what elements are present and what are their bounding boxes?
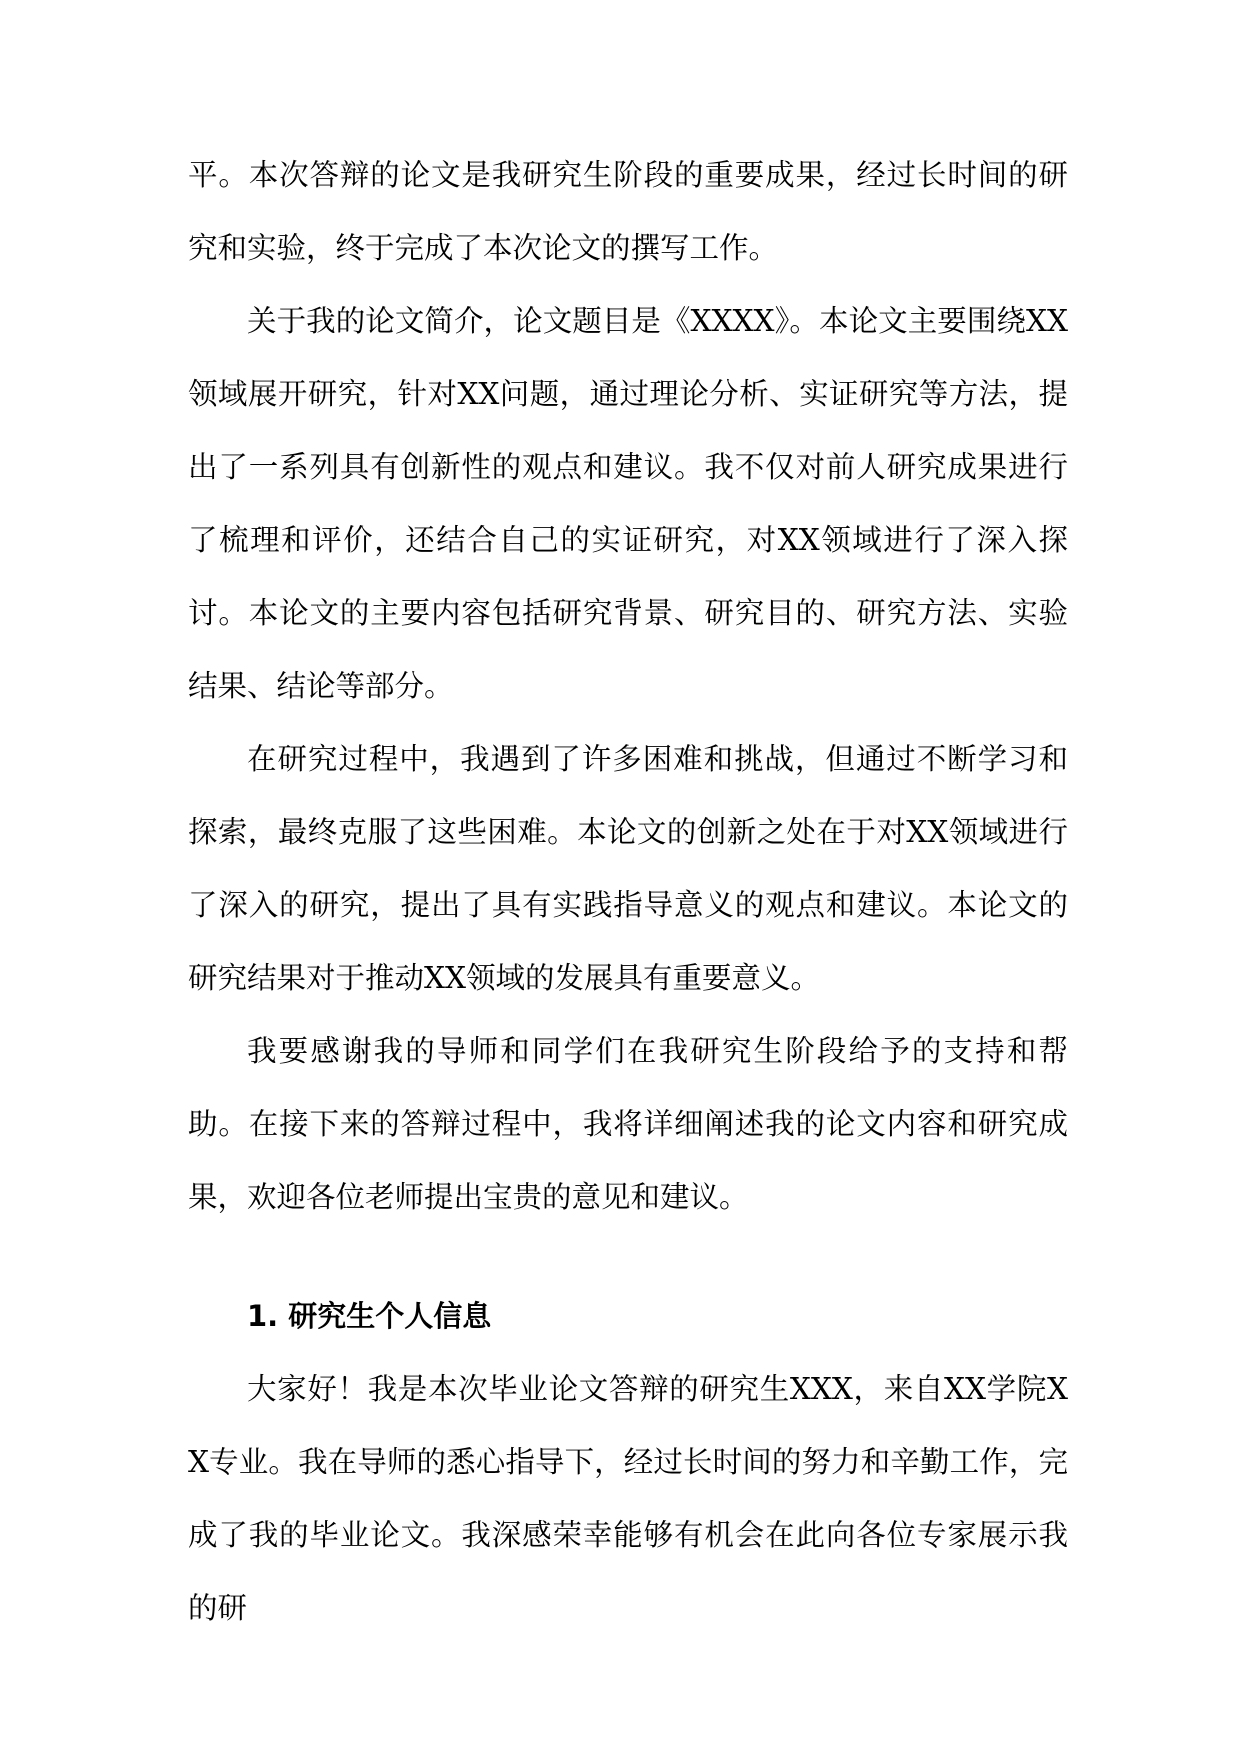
personal-info-paragraph: 大家好！我是本次毕业论文答辩的研究生XXX，来自XX学院XX专业。我在导师的悉心指导下，经过长时间的努力和辛勤工作，完成了我的毕业论文。我深感荣幸能够有机会在此向各位专家展示我的研 [188,1372,1068,1625]
continued-paragraph: 平。本次答辩的论文是我研究生阶段的重要成果，经过长时间的研究和实验，终于完成了本次论文的撰写工作。 [188,158,1068,265]
research-process-paragraph: 在研究过程中，我遇到了许多困难和挑战，但通过不断学习和探索，最终克服了这些困难。本论文的创新之处在于对XX领域进行了深入的研究，提出了具有实践指导意义的观点和建议。本论文的研究结果对于推动XX领域的发展具有重要意义。 [188,742,1068,995]
acknowledgement-paragraph: 我要感谢我的导师和同学们在我研究生阶段给予的支持和帮助。在接下来的答辩过程中，我将详细阐述我的论文内容和研究成果，欢迎各位老师提出宝贵的意见和建议。 [188,1034,1068,1214]
document-body [188,139,1068,1645]
thesis-intro-paragraph: 关于我的论文简介，论文题目是《XXXX》。本论文主要围绕XX领域展开研究，针对XX问题，通过理论分析、实证研究等方法，提出了一系列具有创新性的观点和建议。我不仅对前人研究成果进行了梳理和评价，还结合自己的实证研究，对XX领域进行了深入探讨。本论文的主要内容包括研究背景、研究目的、研究方法、实验结果、结论等部分。 [188,304,1068,703]
section-heading: 1. 研究生个人信息 [247,1299,492,1333]
